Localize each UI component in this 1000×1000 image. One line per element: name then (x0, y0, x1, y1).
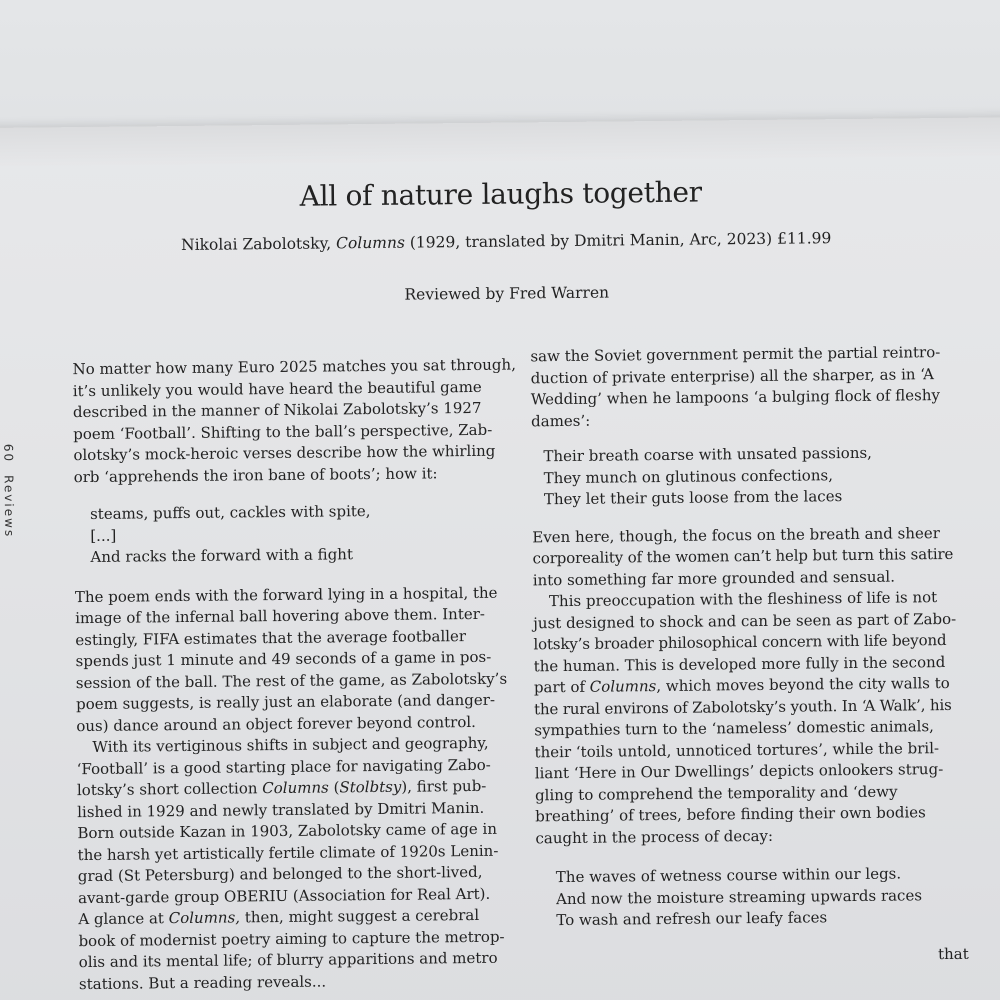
magazine-page (0, 117, 1000, 1000)
reviewer-byline: Reviewed by Fred Warren (404, 283, 610, 304)
paragraph (76, 733, 504, 995)
text-line: With its vertiginous shifts in subject and geography, (92, 733, 489, 756)
text-line: their ‘toils untold, unnoticed tortures’, while the bril- (534, 738, 940, 761)
text-line: stations. But a reading reveals... (78, 972, 327, 993)
text-line: dames’: (531, 411, 591, 430)
verse-line: And now the moisture streaming upwards races (556, 885, 923, 908)
text-line: session of the ball. The rest of the game, as Zabolotsky’s (75, 669, 508, 692)
text-line: breathing’ of trees, before finding their own bodies (535, 803, 926, 826)
text-line (78, 906, 479, 928)
paragraph (533, 587, 976, 850)
text-line: sympathies turn to the ‘nameless’ domestic animals, (534, 717, 934, 740)
trailing-fragment: that (937, 944, 969, 963)
text-line: the rural environs of Zabolotsky’s youth. In ‘A Walk’, his (534, 695, 952, 718)
book-info (161, 229, 851, 254)
text-line: estingly, FIFA estimates that the average footballer (75, 626, 467, 649)
article-title: All of nature laughs together (299, 175, 702, 213)
text-line: olis and its mental life; of blurry apparitions and metro (78, 948, 498, 972)
book-details: (1929, translated by Dmitri Manin, Arc, 2023) £11.99 (409, 229, 832, 252)
right-column (530, 342, 976, 970)
text-line: the human. This is developed more fully in the second (533, 652, 946, 675)
verse-line: Their breath coarse with unsated passions, (543, 443, 872, 466)
verse-line: They let their guts loose from the laces (543, 487, 843, 509)
text-run: ), first pub- (401, 776, 487, 796)
section-name: Reviews (1, 475, 17, 539)
text-line: into something far more grounded and sensual. (532, 567, 896, 589)
text-run: ( (328, 778, 340, 797)
left-column (72, 355, 517, 995)
text-line (534, 674, 950, 696)
text-line (77, 777, 487, 799)
book-author: Nikolai Zabolotsky, (181, 234, 332, 255)
text-line: The poem ends with the forward lying in a hospital, the (74, 583, 498, 606)
verse-quote (90, 500, 500, 569)
verse-line: steams, puffs out, cackles with spite, (89, 502, 371, 523)
paragraph (530, 342, 971, 433)
verse-line: And racks the forward with a fight (90, 545, 354, 566)
text-line: the harsh yet artistically fertile climate of 1920s Lenin- (77, 841, 499, 864)
book-title: Columns (336, 233, 405, 253)
paragraph (74, 582, 508, 737)
text-run: A glance at (78, 909, 169, 929)
verse-line: The waves of wetness course within our legs. (555, 864, 902, 887)
text-line: caught in the process of decay: (535, 826, 774, 847)
text-line: Wedding’ when he lampoons ‘a bulging flock of fleshy (530, 386, 941, 409)
text-line: grad (St Petersburg) and belonged to the short-lived, (77, 862, 483, 886)
text-line: gling to comprehend the temporality and ‘dewy (534, 782, 898, 804)
verse-quote (543, 442, 972, 511)
text-line: spends just 1 minute and 49 seconds of a game in pos- (75, 647, 492, 671)
text-line: corporeality of the women can’t help but turn this satire (532, 544, 954, 568)
text-run: then, might suggest a cerebral (239, 905, 480, 927)
text-line: poem suggests, is really just an elaborate (and danger- (75, 690, 496, 714)
text-line: Even here, though, the focus on the breath and sheer (532, 523, 940, 546)
text-line: liant ‘Here in Our Dwellings’ depicts onlookers strug- (534, 760, 944, 783)
review-article (0, 118, 999, 1000)
text-line: Born outside Kazan in 1903, Zabolotsky came of age in (77, 819, 498, 843)
text-run: , which moves beyond the city walls to (656, 673, 950, 696)
text-run: lotsky’s short collection (76, 779, 263, 800)
italic-title: Columns (262, 778, 329, 798)
text-line: avant-garde group OBERIU (Association for Real Art). (77, 884, 491, 907)
italic-title: Columns (589, 677, 657, 696)
verse-quote (556, 863, 977, 932)
text-line: This preoccupation with the fleshiness of life is not (548, 588, 938, 611)
text-line: duction of private enterprise) all the sharper, as in ‘A (530, 364, 935, 387)
paragraph (72, 355, 517, 488)
text-line: described in the manner of Nikolai Zabolotsky’s 1927 (72, 398, 482, 422)
verse-line: To wash and refresh our leafy faces (556, 908, 828, 930)
text-line: image of the infernal ball hovering above them. Inter- (75, 604, 486, 628)
text-line: it’s unlikely you would have heard the beautiful game (72, 377, 482, 400)
verse-line: [...] (90, 526, 117, 545)
running-head (1, 444, 16, 539)
verse-line: They munch on glutinous confections, (543, 465, 834, 487)
text-line: just designed to shock and can be seen as part of Zabo- (533, 609, 957, 632)
text-line: poem ‘Football’. Shifting to the ball’s perspective, Zab- (73, 420, 493, 443)
text-run: part of (533, 677, 590, 697)
italic-title: Stolbtsy (339, 777, 402, 797)
text-line: lished in 1929 and newly translated by Dmitri Manin. (77, 798, 485, 821)
text-line: book of modernist poetry aiming to capture the metrop- (78, 927, 505, 950)
text-line: ous) dance around an object forever beyond control. (76, 712, 476, 735)
text-line: ‘Football’ is a good starting place for navigating Zabo- (76, 755, 491, 778)
page-number: 60 (1, 443, 16, 464)
paragraph (532, 522, 973, 591)
text-line: No matter how many Euro 2025 matches you sat through, (72, 355, 517, 379)
text-line: saw the Soviet government permit the partial reintro- (530, 343, 941, 366)
italic-title: Columns, (168, 908, 241, 928)
text-line: olotsky’s mock-heroic verses describe how the whirling (73, 441, 496, 465)
text-line: orb ‘apprehends the iron bane of boots’; how it: (73, 463, 438, 486)
text-line: lotsky’s broader philosophical concern with life beyond (533, 631, 947, 654)
